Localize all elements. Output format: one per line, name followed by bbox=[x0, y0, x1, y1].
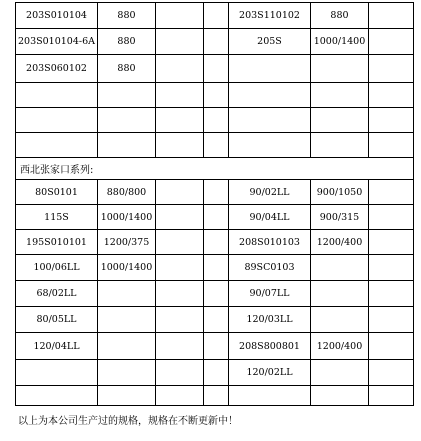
table-cell bbox=[311, 108, 369, 133]
section-header-row bbox=[16, 158, 414, 180]
table-cell: 203S060102 bbox=[16, 55, 98, 83]
table-cell bbox=[369, 133, 414, 158]
table-cell bbox=[204, 360, 229, 386]
table-cell bbox=[204, 255, 229, 281]
section-title: 西北张家口系列: bbox=[16, 158, 414, 180]
table-cell bbox=[204, 83, 229, 108]
table-cell bbox=[16, 133, 98, 158]
table-cell bbox=[98, 108, 156, 133]
table-row bbox=[16, 281, 414, 307]
table-cell: 80S0101 bbox=[16, 180, 98, 205]
table-cell: 120/02LL bbox=[229, 360, 311, 386]
table-row bbox=[16, 108, 414, 133]
table-cell: 89SC0103 bbox=[229, 255, 311, 281]
table-cell: 880 bbox=[98, 55, 156, 83]
table-cell bbox=[229, 55, 311, 83]
table-cell bbox=[16, 386, 98, 406]
table-cell bbox=[156, 255, 204, 281]
table-cell: 90/02LL bbox=[229, 180, 311, 205]
table-cell: 90/07LL bbox=[229, 281, 311, 307]
table-cell: 1200/400 bbox=[311, 230, 369, 255]
table-cell bbox=[156, 307, 204, 333]
table-cell: 90/04LL bbox=[229, 205, 311, 230]
table-cell bbox=[369, 333, 414, 360]
table-cell bbox=[156, 3, 204, 29]
table-cell bbox=[98, 281, 156, 307]
table-cell: 68/02LL bbox=[16, 281, 98, 307]
table-row bbox=[16, 29, 414, 55]
table-cell bbox=[204, 29, 229, 55]
table-cell bbox=[204, 333, 229, 360]
table-cell bbox=[204, 386, 229, 406]
table-cell bbox=[369, 360, 414, 386]
table-cell: 203S010104 bbox=[16, 3, 98, 29]
table-cell bbox=[204, 55, 229, 83]
table-cell bbox=[229, 133, 311, 158]
table-row bbox=[16, 83, 414, 108]
table-cell bbox=[204, 108, 229, 133]
table-cell bbox=[98, 386, 156, 406]
table-cell bbox=[156, 29, 204, 55]
table-cell bbox=[98, 333, 156, 360]
table-cell: 205S bbox=[229, 29, 311, 55]
table-cell bbox=[156, 180, 204, 205]
table-cell bbox=[369, 205, 414, 230]
table-cell: 880 bbox=[98, 29, 156, 55]
table-cell bbox=[16, 83, 98, 108]
table-cell: 880/800 bbox=[98, 180, 156, 205]
table-cell: 208S800801 bbox=[229, 333, 311, 360]
table-cell: 120/04LL bbox=[16, 333, 98, 360]
table-cell: 1200/400 bbox=[311, 333, 369, 360]
table-cell bbox=[311, 133, 369, 158]
spec-table bbox=[15, 2, 414, 406]
table-cell bbox=[98, 360, 156, 386]
table-row bbox=[16, 133, 414, 158]
table-cell bbox=[311, 281, 369, 307]
table-cell bbox=[229, 108, 311, 133]
table-cell bbox=[369, 83, 414, 108]
table-cell bbox=[229, 83, 311, 108]
table-row bbox=[16, 180, 414, 205]
table-cell: 900/1050 bbox=[311, 180, 369, 205]
table-cell bbox=[204, 133, 229, 158]
table-cell bbox=[156, 83, 204, 108]
table-cell bbox=[311, 255, 369, 281]
table-cell bbox=[369, 307, 414, 333]
table-row bbox=[16, 3, 414, 29]
table-cell: 900/315 bbox=[311, 205, 369, 230]
table-cell bbox=[369, 108, 414, 133]
table-cell bbox=[156, 230, 204, 255]
table-row bbox=[16, 333, 414, 360]
table-row bbox=[16, 205, 414, 230]
table-cell bbox=[16, 360, 98, 386]
table-cell bbox=[204, 180, 229, 205]
table-cell: 120/03LL bbox=[229, 307, 311, 333]
table-cell: 195S010101 bbox=[16, 230, 98, 255]
table-row bbox=[16, 55, 414, 83]
table-cell: 203S010104-6A bbox=[16, 29, 98, 55]
table-cell bbox=[204, 3, 229, 29]
table-cell bbox=[156, 205, 204, 230]
table-cell bbox=[156, 55, 204, 83]
table-cell bbox=[369, 230, 414, 255]
table-cell bbox=[311, 55, 369, 83]
table-cell bbox=[369, 180, 414, 205]
table-cell bbox=[204, 281, 229, 307]
table-cell bbox=[204, 307, 229, 333]
table-cell bbox=[369, 281, 414, 307]
table-cell bbox=[369, 29, 414, 55]
table-cell bbox=[369, 386, 414, 406]
table-cell bbox=[369, 55, 414, 83]
table-cell bbox=[204, 205, 229, 230]
table-cell: 880 bbox=[98, 3, 156, 29]
table-cell bbox=[98, 133, 156, 158]
table-cell bbox=[369, 255, 414, 281]
table-row bbox=[16, 360, 414, 386]
table-cell bbox=[311, 386, 369, 406]
table-cell bbox=[311, 360, 369, 386]
table-cell bbox=[229, 386, 311, 406]
table-cell: 1000/1400 bbox=[98, 255, 156, 281]
table-cell: 880 bbox=[311, 3, 369, 29]
table-cell bbox=[156, 333, 204, 360]
table-row bbox=[16, 307, 414, 333]
table-cell bbox=[156, 108, 204, 133]
table-row bbox=[16, 230, 414, 255]
table-row bbox=[16, 255, 414, 281]
table-cell bbox=[16, 108, 98, 133]
table-cell: 203S110102 bbox=[229, 3, 311, 29]
table-cell: 208S010103 bbox=[229, 230, 311, 255]
table-cell bbox=[98, 307, 156, 333]
table-row bbox=[16, 386, 414, 406]
table-cell bbox=[204, 230, 229, 255]
table-cell bbox=[98, 83, 156, 108]
table-cell bbox=[369, 3, 414, 29]
footer-note: 以上为本公司生产过的规格，规格在不断更新中！ bbox=[18, 416, 238, 427]
table-cell: 1200/375 bbox=[98, 230, 156, 255]
table-cell bbox=[311, 83, 369, 108]
table-cell: 115S bbox=[16, 205, 98, 230]
table-cell bbox=[156, 133, 204, 158]
table-cell bbox=[156, 360, 204, 386]
table-cell: 80/05LL bbox=[16, 307, 98, 333]
table-cell: 1000/1400 bbox=[98, 205, 156, 230]
table-cell: 1000/1400 bbox=[311, 29, 369, 55]
table-cell bbox=[156, 281, 204, 307]
table-cell bbox=[156, 386, 204, 406]
table-cell: 100/06LL bbox=[16, 255, 98, 281]
table-cell bbox=[311, 307, 369, 333]
